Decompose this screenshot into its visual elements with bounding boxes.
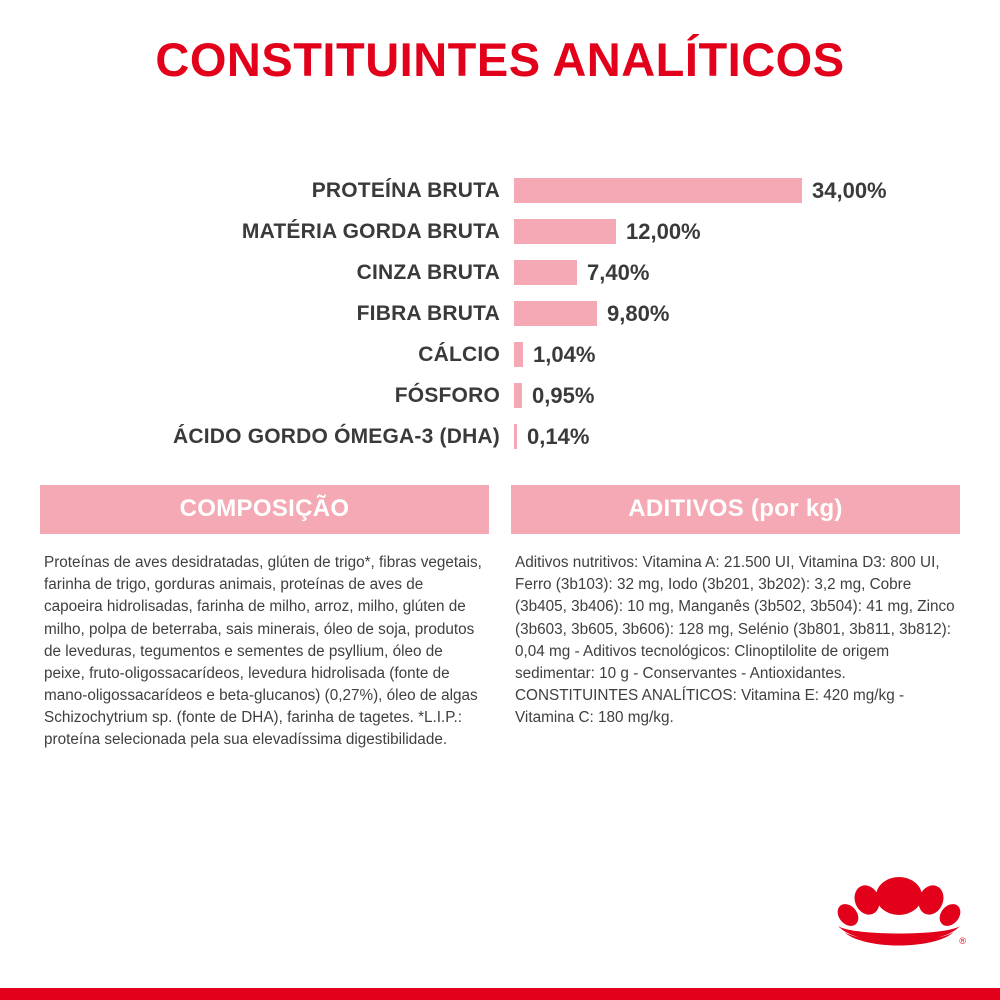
bar-area xyxy=(514,219,960,245)
composition-text: Proteínas de aves desidratadas, glúten de trigo*, fibras vegetais, farinha de trigo, gorduras animais, proteínas de aves de capoeira hidrolisadas, farinha de milho, arroz, milho, glúten de milho, polpa de beterraba, sais minerais, óleo de soja, produtos de leveduras, tegumentos e sementes de psyllium, óleo de peixe, fruto-oligossacarídeos, levedura hidrolisada (fonte de mano-oligossacarídeos e beta-glucanos) (0,27%), óleo de algas Schizochytrium sp. (fonte de DHA), farinha de tagetes. *L.I.P.: proteína selecionada pela sua elevadíssima digestibilidade. xyxy=(44,554,482,749)
bar-label: PROTEÍNA BRUTA xyxy=(311,178,500,202)
bar-value: 7,40% xyxy=(587,259,650,285)
bar xyxy=(514,178,802,203)
royal-canin-logo xyxy=(834,870,964,948)
bar-area xyxy=(514,383,960,409)
bar xyxy=(514,424,517,449)
registered-mark-icon: ® xyxy=(959,936,966,946)
chart-row xyxy=(40,257,960,288)
bar-label: FIBRA BRUTA xyxy=(356,301,500,325)
bar-label: MATÉRIA GORDA BRUTA xyxy=(241,219,500,243)
bar-area xyxy=(514,260,960,286)
chart-row xyxy=(40,298,960,329)
composition-heading: COMPOSIÇÃO xyxy=(40,485,489,534)
info-panels xyxy=(0,485,1000,752)
bar xyxy=(514,260,577,285)
bar xyxy=(514,219,616,244)
chart-row xyxy=(40,216,960,247)
bar-label: FÓSFORO xyxy=(394,383,500,407)
bar-value: 34,00% xyxy=(812,177,887,203)
additives-heading: ADITIVOS (por kg) xyxy=(511,485,960,534)
bar-value: 9,80% xyxy=(607,300,670,326)
page-title: CONSTITUINTES ANALÍTICOS xyxy=(155,33,845,86)
chart-row xyxy=(40,380,960,411)
chart-row xyxy=(40,175,960,206)
composition-panel xyxy=(40,485,489,752)
additives-panel xyxy=(511,485,960,752)
bar-area xyxy=(514,178,960,204)
bar-value: 0,95% xyxy=(532,382,595,408)
bar-value: 0,14% xyxy=(527,423,590,449)
bar xyxy=(514,342,523,367)
bar xyxy=(514,383,522,408)
bar-value: 1,04% xyxy=(533,341,596,367)
bar-label: CÁLCIO xyxy=(418,342,500,366)
bottom-accent-bar xyxy=(0,988,1000,1000)
bar-area xyxy=(514,424,960,450)
bar-label: ÁCIDO GORDO ÓMEGA-3 (DHA) xyxy=(173,424,500,448)
chart-row xyxy=(40,421,960,452)
bar-area xyxy=(514,301,960,327)
bar-label: CINZA BRUTA xyxy=(356,260,500,284)
additives-text: Aditivos nutritivos: Vitamina A: 21.500 UI, Vitamina D3: 800 UI, Ferro (3b103): 32 mg, Iodo (3b201, 3b202): 3,2 mg, Cobre (3b405, 3b406): 10 mg, Manganês (3b502, 3b504): 41 mg, Zinco (3b603, 3b605, 3b606): 128 mg, Selénio (3b801, 3b811, 3b812): 0,04 mg - Aditivos tecnológicos: Clinoptilolite de origem sedimentar: 10 g - Conservantes - Antioxidantes. CONSTITUINTES ANALÍTICOS: Vitamina E: 420 mg/kg - Vitamina C: 180 mg/kg. xyxy=(515,554,955,727)
analytical-constituents-chart xyxy=(0,175,1000,452)
bar-value: 12,00% xyxy=(626,218,701,244)
bar-area xyxy=(514,342,960,368)
chart-row xyxy=(40,339,960,370)
bar xyxy=(514,301,597,326)
